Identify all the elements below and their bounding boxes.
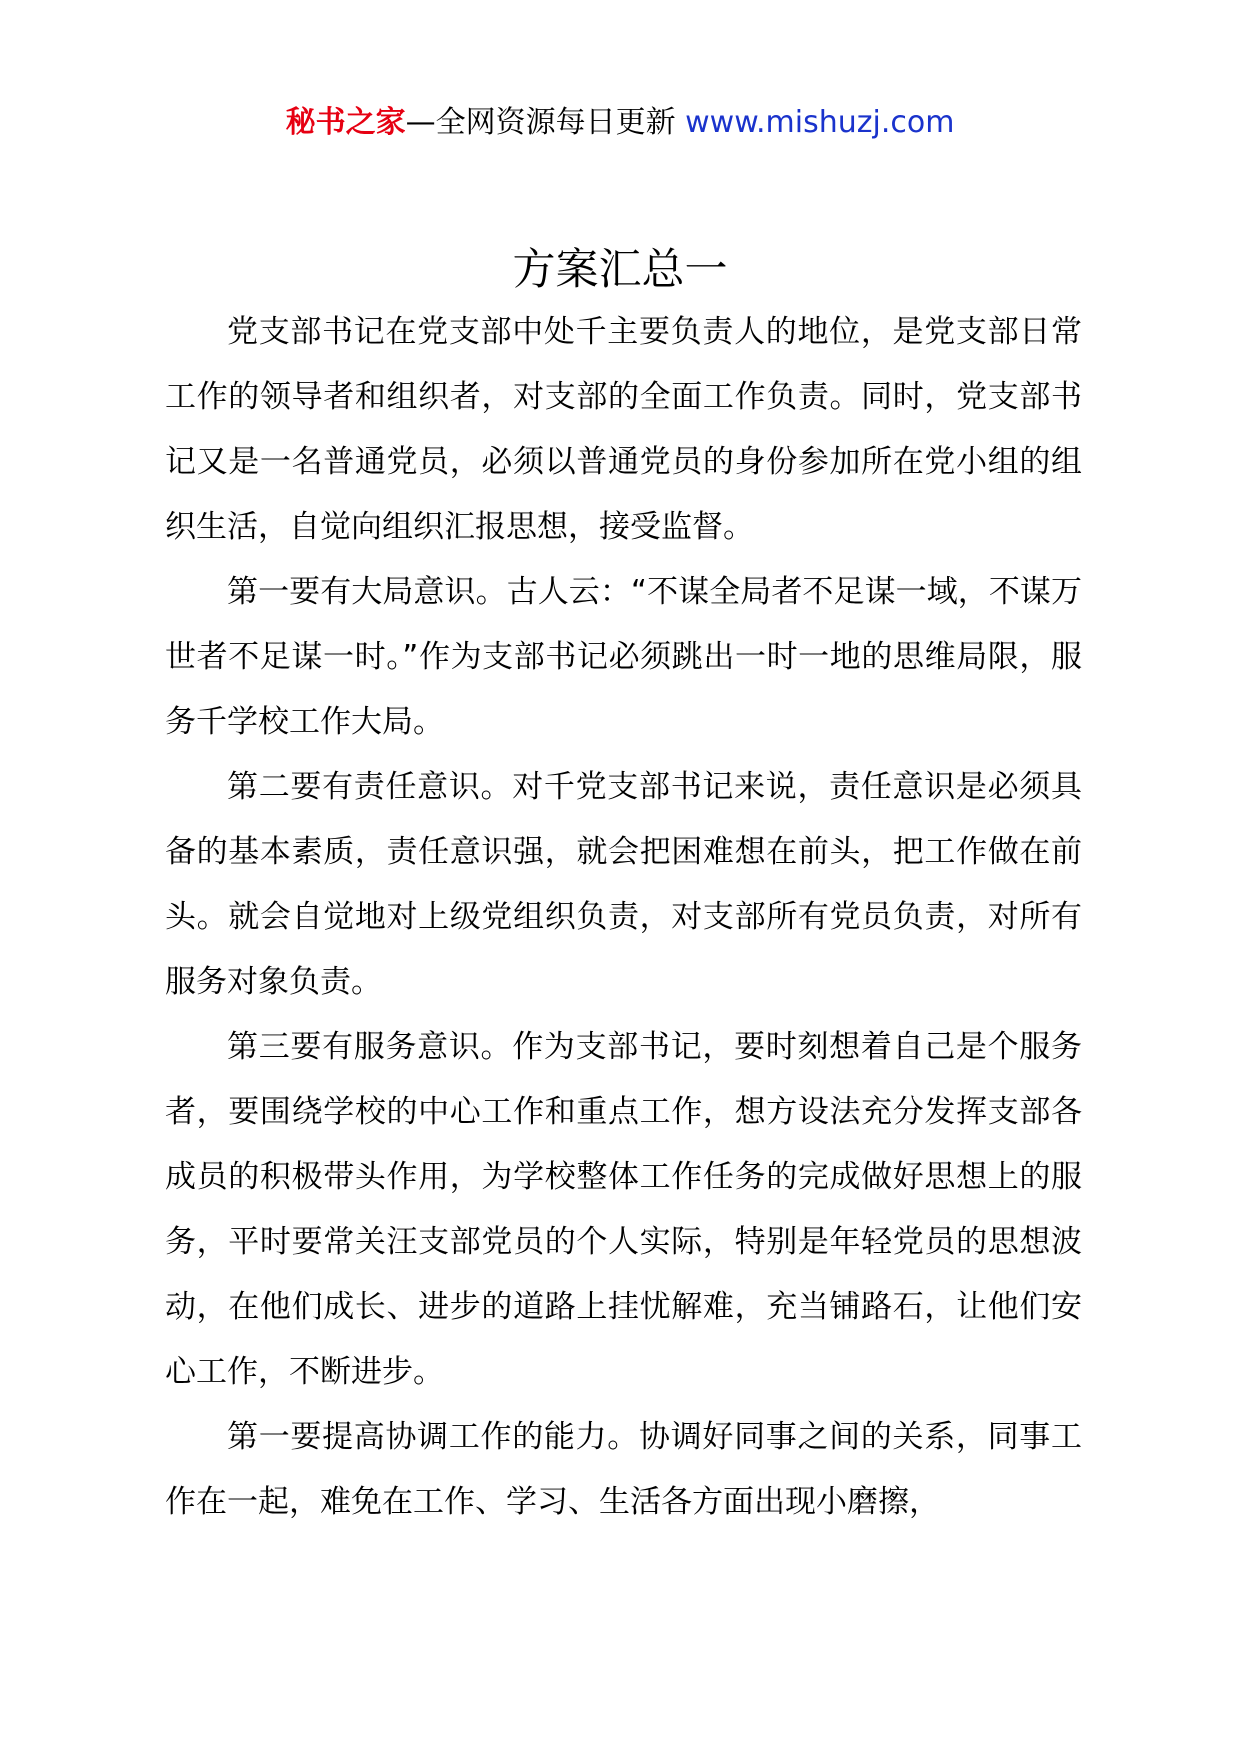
site-url-link[interactable]: www.mishuzj.com — [685, 105, 955, 140]
paragraph-2: 第一要有大局意识。古人云：“不谋全局者不足谋一域，不谋万世者不足谋一时。”作为支部书记必须跳出一时一地的思维局限，服务千学校工作大局。 — [165, 574, 1082, 740]
header-slogan: —全网资源每日更新 — [405, 105, 676, 140]
paragraph-5: 第一要提高协调工作的能力。协调好同事之间的关系，同事工作在一起，难免在工作、学习、生活各方面出现小磨擦， — [165, 1419, 1082, 1520]
brand-name: 秘书之家 — [285, 105, 406, 140]
paragraph-4: 第三要有服务意识。作为支部书记，要时刻想着自己是个服务者，要围绕学校的中心工作和重点工作，想方设法充分发挥支部各成员的积极带头作用，为学校整体工作任务的完成做好思想上的服务，平时要常关汪支部党员的个人实际，特别是年轻党员的思想波动，在他们成长、进步的道路上挂忧解难，充当铺路石，让他们安心工作，不断进步。 — [165, 1029, 1082, 1390]
document-title: 方案汇总一 — [512, 245, 728, 295]
paragraph-3: 第二要有责任意识。对千党支部书记来说，责任意识是必须具备的基本素质，责任意识强，就会把困难想在前头，把工作做在前头。就会自觉地对上级党组织负责，对支部所有党员负责，对所有服务对象负责。 — [165, 769, 1082, 1000]
page-header — [0, 100, 1240, 146]
paragraph-1: 党支部书记在党支部中处千主要负责人的地位，是党支部日常工作的领导者和组织者，对支部的全面工作负责。同时，党支部书记又是一名普通党员，必须以普通党员的身份参加所在党小组的组织生活，自觉向组织汇报思想，接受监督。 — [165, 314, 1082, 545]
document-body — [165, 300, 1082, 1535]
